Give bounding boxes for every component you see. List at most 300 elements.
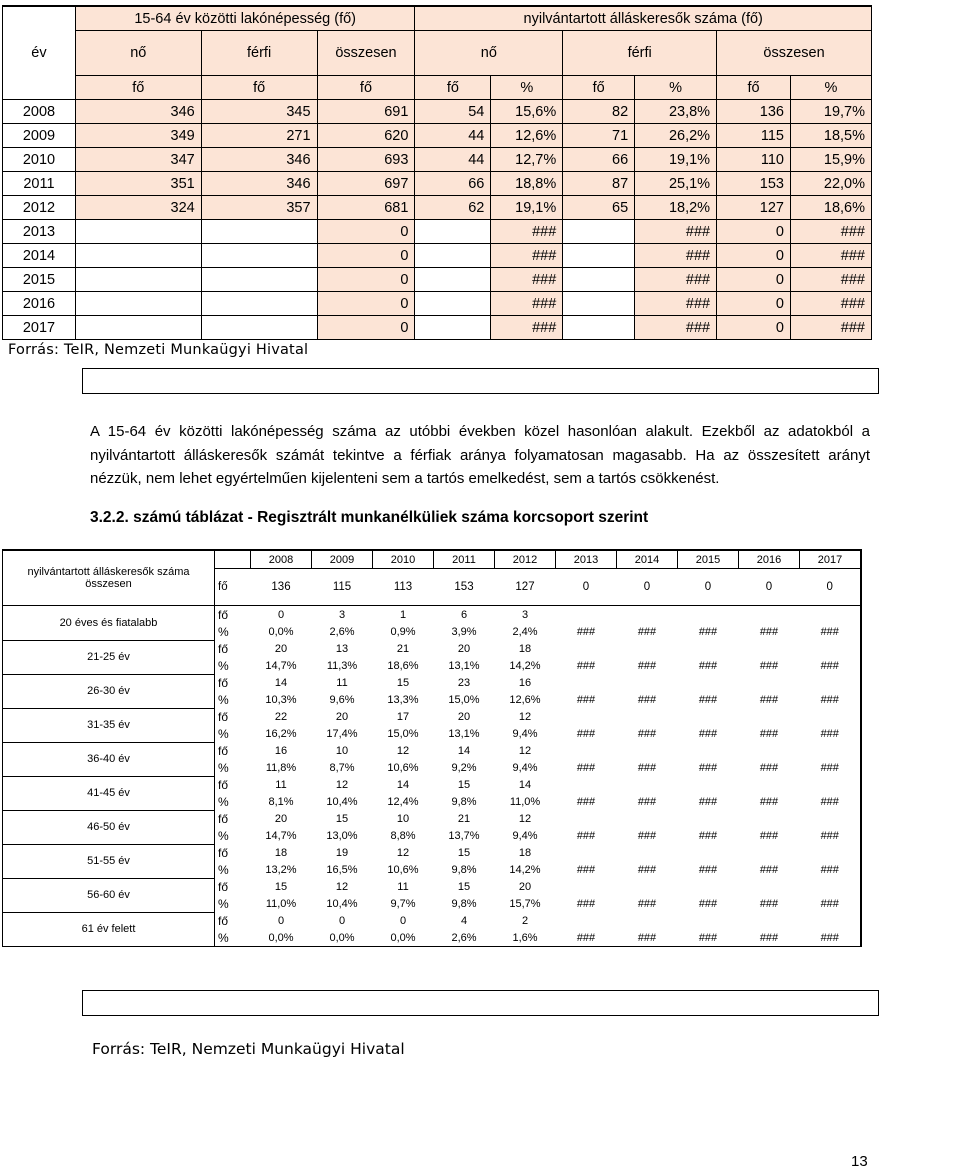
year-cell: 2008 — [3, 100, 76, 124]
count-value — [617, 912, 678, 929]
value-cell — [563, 292, 635, 316]
percent-value: 2,6% — [329, 625, 355, 638]
table-row — [3, 606, 862, 624]
percent-value: ### — [576, 829, 596, 842]
value-cell — [563, 220, 635, 244]
total-value: 153 — [434, 569, 495, 606]
table-row — [3, 124, 872, 148]
header-year: év — [3, 31, 76, 76]
value-cell: ### — [790, 292, 871, 316]
age-group-label: 56-60 év — [3, 878, 215, 912]
count-value — [678, 844, 739, 861]
value-cell: 271 — [201, 124, 317, 148]
count-value: 16 — [518, 676, 532, 689]
count-value — [617, 742, 678, 759]
count-value — [678, 640, 739, 657]
count-value — [617, 878, 678, 895]
value-cell: 0 — [317, 292, 415, 316]
percent-value: ### — [637, 863, 657, 876]
count-value — [556, 708, 617, 725]
percent-value: ### — [759, 795, 779, 808]
count-value: 14 — [457, 744, 471, 757]
count-value — [739, 912, 800, 929]
count-value: 11 — [397, 880, 409, 893]
value-cell: ### — [790, 268, 871, 292]
value-cell: 349 — [75, 124, 201, 148]
year-cell: 2011 — [3, 172, 76, 196]
percent-value: 14,2% — [509, 863, 541, 876]
value-cell — [201, 244, 317, 268]
count-value: 18 — [518, 846, 532, 859]
count-value: 23 — [457, 676, 471, 689]
value-cell — [201, 220, 317, 244]
count-value — [739, 878, 800, 895]
value-cell: 0 — [717, 316, 791, 340]
percent-value: ### — [698, 693, 718, 706]
header-jobseekers: nyilvántartott álláskeresők száma (fő) — [415, 6, 872, 31]
count-value: 18 — [518, 642, 532, 655]
count-value — [800, 878, 862, 895]
unit-spacer — [215, 550, 251, 569]
count-value — [678, 606, 739, 624]
percent-value: ### — [678, 929, 739, 947]
percent-value: 0,0% — [312, 929, 373, 947]
total-value: 115 — [312, 569, 373, 606]
value-cell: 44 — [415, 124, 491, 148]
count-value: 15 — [457, 880, 471, 893]
count-value: 20 — [335, 710, 349, 723]
percent-value: 13,1% — [448, 727, 480, 740]
count-value — [556, 640, 617, 657]
percent-value: 9,7% — [390, 897, 416, 910]
count-value: 4 — [460, 914, 468, 927]
count-value: 16 — [274, 744, 288, 757]
table-row — [3, 708, 862, 725]
value-cell — [415, 220, 491, 244]
count-value: 12 — [518, 710, 532, 723]
count-value — [617, 674, 678, 691]
value-cell — [75, 316, 201, 340]
unit-cell: % — [215, 623, 251, 640]
count-value: 11 — [336, 676, 348, 689]
unit-cell: fő — [215, 776, 251, 793]
value-cell — [75, 244, 201, 268]
header-spacer — [3, 76, 76, 100]
value-cell: ### — [635, 268, 717, 292]
unit-cell: % — [790, 76, 871, 100]
percent-value: ### — [637, 897, 657, 910]
value-cell: 18,6% — [790, 196, 871, 220]
table-row — [3, 844, 862, 861]
percent-value: 10,6% — [387, 761, 419, 774]
value-cell: 0 — [717, 244, 791, 268]
table-row — [3, 810, 862, 827]
value-cell: 620 — [317, 124, 415, 148]
count-value: 12 — [396, 846, 410, 859]
header-sub: férfi — [201, 31, 317, 76]
percent-value: ### — [759, 761, 779, 774]
percent-value: ### — [800, 759, 862, 776]
value-cell — [201, 292, 317, 316]
percent-value: 9,2% — [451, 761, 477, 774]
unit-cell: fő — [317, 76, 415, 100]
table-row — [3, 640, 862, 657]
percent-value: 13,3% — [387, 693, 419, 706]
count-value — [556, 844, 617, 861]
percent-value: ### — [759, 693, 779, 706]
value-cell — [201, 316, 317, 340]
count-value — [556, 742, 617, 759]
total-value: 113 — [373, 569, 434, 606]
unit-cell: fő — [215, 640, 251, 657]
value-cell: 115 — [717, 124, 791, 148]
total-value: 127 — [495, 569, 556, 606]
percent-value: ### — [759, 897, 779, 910]
year-cell: 2010 — [3, 148, 76, 172]
year-header: 2017 — [800, 550, 862, 569]
unit-cell: fő — [215, 569, 251, 606]
percent-value: ### — [576, 625, 596, 638]
year-header: 2011 — [434, 550, 495, 569]
value-cell: 22,0% — [790, 172, 871, 196]
count-value — [556, 776, 617, 793]
count-value: 2 — [521, 914, 529, 927]
value-cell: 0 — [317, 244, 415, 268]
percent-value: 9,4% — [512, 829, 538, 842]
value-cell: 25,1% — [635, 172, 717, 196]
total-value: 0 — [800, 569, 862, 606]
count-value: 10 — [335, 744, 349, 757]
count-value — [678, 810, 739, 827]
year-header: 2010 — [373, 550, 434, 569]
percent-value: ### — [698, 795, 718, 808]
empty-text-box[interactable] — [82, 368, 879, 394]
value-cell: 136 — [717, 100, 791, 124]
percent-value: 10,3% — [265, 693, 297, 706]
count-value: 11 — [275, 778, 287, 791]
value-cell: 697 — [317, 172, 415, 196]
count-value: 12 — [335, 778, 349, 791]
count-value — [617, 810, 678, 827]
age-group-label: 20 éves és fiatalabb — [3, 606, 215, 641]
value-cell — [563, 316, 635, 340]
count-value — [739, 742, 800, 759]
unit-cell: % — [215, 657, 251, 674]
year-header: 2008 — [251, 550, 312, 569]
page-number: 13 — [851, 1153, 868, 1170]
value-cell — [415, 292, 491, 316]
percent-value: ### — [698, 727, 718, 740]
count-value: 14 — [396, 778, 410, 791]
count-value — [800, 640, 862, 657]
year-cell: 2016 — [3, 292, 76, 316]
percent-value: ### — [637, 659, 657, 672]
unit-cell: fő — [717, 76, 791, 100]
percent-value: 11,0% — [265, 897, 297, 910]
count-value — [556, 912, 617, 929]
count-value — [556, 810, 617, 827]
percent-value: 2,6% — [434, 929, 495, 947]
count-value: 15 — [335, 812, 349, 825]
percent-value: 10,4% — [326, 795, 358, 808]
age-group-unemployed-table — [2, 549, 862, 947]
count-value: 20 — [274, 812, 288, 825]
total-value: 136 — [251, 569, 312, 606]
unit-cell: % — [635, 76, 717, 100]
percent-value: 15,7% — [509, 897, 541, 910]
count-value — [739, 640, 800, 657]
percent-value: ### — [800, 895, 862, 912]
percent-value: ### — [556, 929, 617, 947]
table-row — [3, 742, 862, 759]
value-cell: 324 — [75, 196, 201, 220]
value-cell: 0 — [317, 316, 415, 340]
header-sub: összesen — [717, 31, 872, 76]
value-cell: 357 — [201, 196, 317, 220]
count-value — [800, 606, 862, 624]
percent-value: ### — [576, 659, 596, 672]
count-value — [617, 844, 678, 861]
value-cell: 351 — [75, 172, 201, 196]
count-value: 15 — [457, 846, 471, 859]
empty-text-box[interactable] — [82, 990, 879, 1016]
count-value: 22 — [274, 710, 288, 723]
unit-cell: fő — [215, 912, 251, 929]
count-value: 18 — [274, 846, 288, 859]
count-value: 13 — [335, 642, 349, 655]
value-cell: ### — [491, 292, 563, 316]
value-cell — [201, 268, 317, 292]
value-cell — [415, 244, 491, 268]
percent-value: 9,4% — [512, 727, 538, 740]
percent-value: 16,2% — [265, 727, 297, 740]
table-row — [3, 100, 872, 124]
year-header: 2014 — [617, 550, 678, 569]
count-value: 15 — [396, 676, 410, 689]
age-group-label: 26-30 év — [3, 674, 215, 708]
percent-value: 13,1% — [448, 659, 480, 672]
value-cell: 23,8% — [635, 100, 717, 124]
count-value — [678, 674, 739, 691]
percent-value: 10,4% — [326, 897, 358, 910]
percent-value: 13,2% — [265, 863, 297, 876]
percent-value: 15,0% — [448, 693, 480, 706]
value-cell: ### — [790, 244, 871, 268]
unit-cell: % — [491, 76, 563, 100]
value-cell: 346 — [201, 148, 317, 172]
percent-value: 10,6% — [387, 863, 419, 876]
count-value: 20 — [457, 642, 471, 655]
count-value — [556, 606, 617, 624]
unit-cell: % — [215, 793, 251, 810]
age-group-label: 61 év felett — [3, 912, 215, 947]
count-value — [678, 708, 739, 725]
year-header: 2016 — [739, 550, 800, 569]
percent-value: 0,9% — [390, 625, 416, 638]
value-cell: ### — [491, 316, 563, 340]
count-value — [678, 912, 739, 929]
percent-value: ### — [800, 691, 862, 708]
value-cell: ### — [635, 244, 717, 268]
value-cell — [415, 268, 491, 292]
percent-value: ### — [698, 897, 718, 910]
value-cell: 18,5% — [790, 124, 871, 148]
count-value — [739, 708, 800, 725]
value-cell: 0 — [317, 220, 415, 244]
header-sub: nő — [415, 31, 563, 76]
value-cell: 15,9% — [790, 148, 871, 172]
percent-value: 9,8% — [451, 795, 477, 808]
year-cell: 2014 — [3, 244, 76, 268]
unit-cell: fő — [415, 76, 491, 100]
percent-value: ### — [576, 897, 596, 910]
count-value — [678, 776, 739, 793]
year-header: 2012 — [495, 550, 556, 569]
percent-value: ### — [576, 727, 596, 740]
percent-value: ### — [576, 693, 596, 706]
percent-value: 13,7% — [448, 829, 480, 842]
percent-value: ### — [739, 929, 800, 947]
year-cell: 2013 — [3, 220, 76, 244]
age-group-label: 21-25 év — [3, 640, 215, 674]
year-cell: 2017 — [3, 316, 76, 340]
percent-value: ### — [637, 829, 657, 842]
value-cell: ### — [635, 220, 717, 244]
year-cell: 2012 — [3, 196, 76, 220]
value-cell — [563, 244, 635, 268]
percent-value: 8,1% — [268, 795, 294, 808]
unit-cell: % — [215, 929, 251, 947]
percent-value: ### — [759, 625, 779, 638]
count-value: 20 — [274, 642, 288, 655]
value-cell — [75, 292, 201, 316]
percent-value: ### — [637, 625, 657, 638]
percent-value: ### — [800, 657, 862, 674]
year-header-row — [3, 550, 862, 569]
value-cell: ### — [491, 220, 563, 244]
percent-value: ### — [759, 727, 779, 740]
unit-cell: fő — [75, 76, 201, 100]
count-value: 14 — [518, 778, 532, 791]
value-cell: 681 — [317, 196, 415, 220]
percent-value: ### — [800, 827, 862, 844]
unit-cell: % — [215, 861, 251, 878]
percent-value: 14,7% — [265, 829, 297, 842]
percent-value: ### — [800, 725, 862, 742]
percent-value: 0,0% — [373, 929, 434, 947]
total-value: 0 — [617, 569, 678, 606]
value-cell: 18,2% — [635, 196, 717, 220]
unit-cell: % — [215, 691, 251, 708]
count-value — [678, 878, 739, 895]
value-cell: 87 — [563, 172, 635, 196]
year-cell: 2015 — [3, 268, 76, 292]
unit-cell: fő — [215, 844, 251, 861]
count-value: 0 — [338, 914, 346, 927]
count-value — [739, 606, 800, 624]
table-caption: 3.2.2. számú táblázat - Regisztrált munkanélküliek száma korcsoport szerint — [90, 509, 649, 526]
percent-value: ### — [576, 863, 596, 876]
unit-cell: % — [215, 759, 251, 776]
value-cell: 66 — [415, 172, 491, 196]
count-value: 20 — [518, 880, 532, 893]
percent-value: 16,5% — [326, 863, 358, 876]
total-value: 0 — [556, 569, 617, 606]
percent-value: ### — [637, 761, 657, 774]
count-value — [617, 606, 678, 624]
count-value: 12 — [396, 744, 410, 757]
percent-value: 12,6% — [509, 693, 541, 706]
percent-value: ### — [800, 861, 862, 878]
percent-value: ### — [617, 929, 678, 947]
percent-value: 9,6% — [329, 693, 355, 706]
value-cell — [415, 316, 491, 340]
count-value: 17 — [396, 710, 410, 723]
header-population: 15-64 év közötti lakónépesség (fő) — [75, 6, 415, 31]
count-value — [556, 878, 617, 895]
value-cell: 0 — [717, 292, 791, 316]
count-value — [800, 776, 862, 793]
unit-cell: % — [215, 725, 251, 742]
percent-value: 18,6% — [387, 659, 419, 672]
body-paragraph: A 15-64 év közötti lakónépesség száma az utóbbi években közel hasonlóan alakult. Ezekből az adatokból a nyilvántartott álláskeresők számát tekintve a férfiak aránya folyamatosan magasabb. Ha az összesített arányt nézzük, nem lehet egyértelműen kijelenteni sem a tartós emelkedést, sem a tartós csökkenést. — [90, 423, 870, 487]
header-sub: nő — [75, 31, 201, 76]
value-cell: 62 — [415, 196, 491, 220]
value-cell: 19,7% — [790, 100, 871, 124]
table-row — [3, 878, 862, 895]
table-row — [3, 148, 872, 172]
percent-value: ### — [576, 795, 596, 808]
percent-value: 0,0% — [251, 929, 312, 947]
count-value: 12 — [518, 812, 532, 825]
value-cell: ### — [635, 292, 717, 316]
percent-value: ### — [759, 659, 779, 672]
value-cell: ### — [491, 244, 563, 268]
unit-cell: fő — [215, 878, 251, 895]
count-value: 14 — [274, 676, 288, 689]
age-group-label: 31-35 év — [3, 708, 215, 742]
age-group-label: 36-40 év — [3, 742, 215, 776]
value-cell: 19,1% — [635, 148, 717, 172]
percent-value: 11,3% — [326, 659, 358, 672]
count-value: 0 — [277, 914, 285, 927]
source-note: Forrás: TeIR, Nemzeti Munkaügyi Hivatal — [92, 1040, 405, 1058]
count-value: 15 — [457, 778, 471, 791]
percent-value: 8,7% — [329, 761, 355, 774]
value-cell — [75, 268, 201, 292]
value-cell: 346 — [201, 172, 317, 196]
count-value — [739, 810, 800, 827]
count-value — [678, 742, 739, 759]
count-value: 10 — [396, 812, 410, 825]
percent-value: ### — [800, 793, 862, 810]
table-row — [3, 268, 872, 292]
total-value: 0 — [739, 569, 800, 606]
value-cell: 82 — [563, 100, 635, 124]
age-group-label: 41-45 év — [3, 776, 215, 810]
value-cell: 44 — [415, 148, 491, 172]
percent-value: 9,4% — [512, 761, 538, 774]
percent-value: 0,0% — [268, 625, 294, 638]
header-sub: összesen — [317, 31, 415, 76]
value-cell: 110 — [717, 148, 791, 172]
count-value: 21 — [457, 812, 471, 825]
unit-cell: % — [215, 895, 251, 912]
count-value — [739, 674, 800, 691]
percent-value: 9,8% — [451, 863, 477, 876]
count-value: 12 — [518, 744, 532, 757]
value-cell: 347 — [75, 148, 201, 172]
